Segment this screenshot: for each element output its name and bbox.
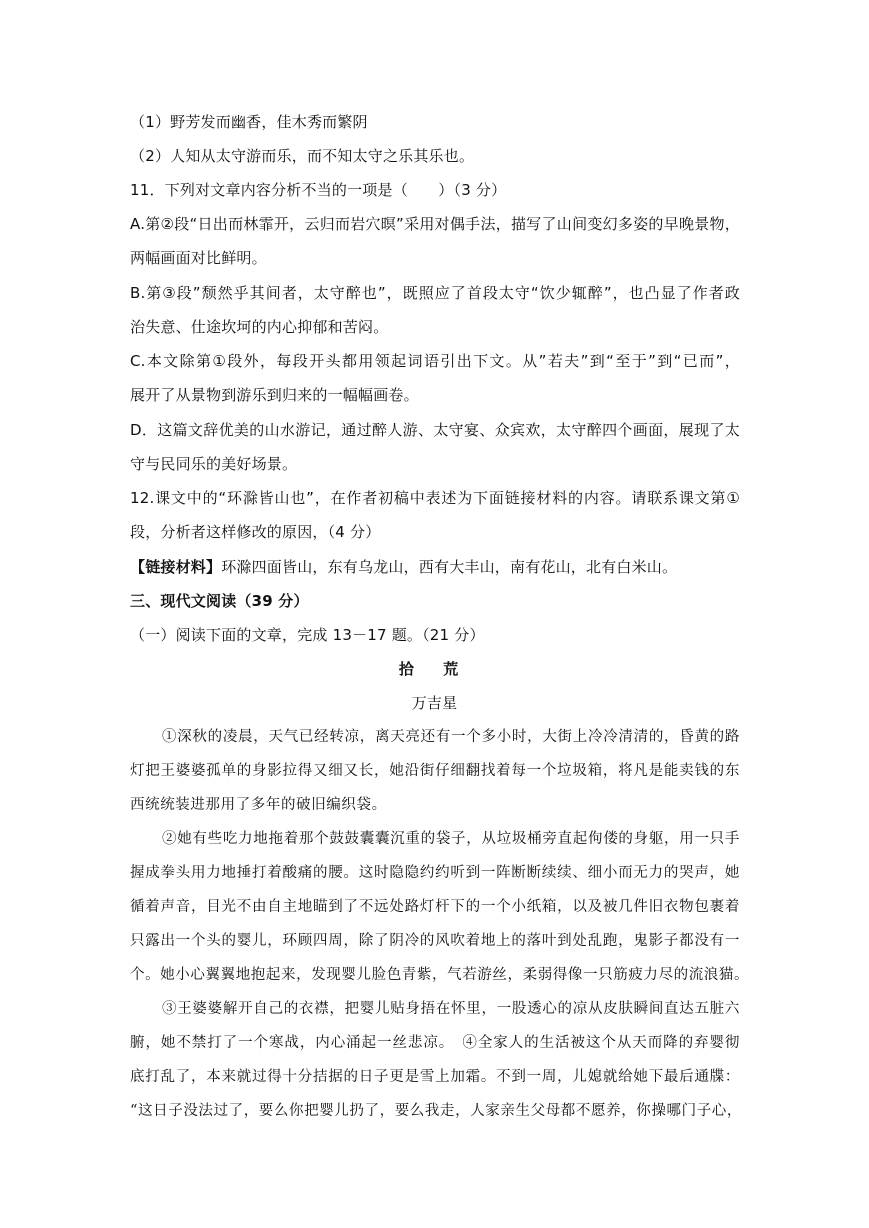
article-line: 腑，她不禁打了一个寒战，内心涌起一丝悲凉。 ④全家人的生活被这个从天而降的弃婴彻: [130, 1035, 740, 1051]
q11-option-b-line2: 治失意、仕途坎坷的内心抑郁和苦闷。: [130, 318, 389, 336]
q11-option-a-line1: A.第②段“日出而林霏开，云归而岩穴暝”采用对偶手法，描写了山间变幻多姿的早晚景物，: [130, 215, 740, 233]
article-line: “这日子没法过了，要么你把婴儿扔了，要么我走，人家亲生父母都不愿养，你操哪门子心，: [130, 1103, 743, 1119]
article-line: ①深秋的凌晨，天气已经转凉，离天亮还有一个多小时，大街上冷冷清清的，昏黄的路: [162, 729, 740, 745]
article-line: 底打乱了，本来就过得十分拮据的日子更是雪上加霜。不到一周，儿媳就给她下最后通牒：: [130, 1069, 740, 1085]
q11-option-d-line2: 守与民同乐的美好场景。: [130, 455, 298, 473]
article-line: 握成拳头用力地捶打着酸痛的腰。这时隐隐约约听到一阵断断续续、细小而无力的哭声，她: [130, 865, 740, 881]
q12-stem-line1: 12.课文中的“环滁皆山也”，在作者初稿中表述为下面链接材料的内容。请联系课文第①: [130, 489, 740, 507]
link-material-text: 环滁四面皆山，东有乌龙山，西有大丰山，南有花山，北有白米山。: [221, 558, 678, 576]
article-line: ②她有些吃力地拖着那个鼓鼓囊囊沉重的袋子，从垃圾桶旁直起佝偻的身躯，用一只手: [162, 831, 740, 847]
q10-item-2: （2）人知从太守游而乐，而不知太守之乐其乐也。: [130, 147, 475, 165]
q12-link-material: [130, 557, 740, 577]
article-line: 只露出一个头的婴儿，环顾四周，除了阴冷的风吹着地上的落叶到处乱跑，鬼影子都没有一: [130, 933, 740, 949]
q11-stem: 11．下列对文章内容分析不当的一项是（ ）（3 分）: [130, 181, 507, 199]
article-line: ③王婆婆解开自己的衣襟，把婴儿贴身捂在怀里，一股透心的凉从皮肤瞬间直达五脏六: [162, 1001, 740, 1017]
section-heading: 三、现代文阅读（39 分）: [130, 592, 309, 610]
q11-option-a-line2: 两幅画面对比鲜明。: [130, 249, 267, 267]
link-material-label: 【链接材料】: [130, 558, 222, 576]
section-instruction: （一）阅读下面的文章，完成 13－17 题。（21 分）: [130, 626, 485, 644]
q10-item-1: （1）野芳发而幽香，佳木秀而繁阴: [130, 113, 368, 131]
article-line: 灯把王婆婆孤单的身影拉得又细又长，她沿街仔细翻找着每一个垃圾箱，将凡是能卖钱的东: [130, 763, 740, 779]
q11-option-d-line1: D．这篇文辞优美的山水游记，通过醉人游、太守宴、众宾欢，太守醉四个画面，展现了太: [130, 421, 740, 439]
q12-stem-line2: 段，分析者这样修改的原因，（4 分）: [130, 523, 381, 541]
article-line: 个。她小心翼翼地抱起来，发现婴儿脸色青紫，气若游丝，柔弱得像一只筋疲力尽的流浪猫。: [130, 967, 750, 983]
q11-option-c-line2: 展开了从景物到游乐到归来的一幅幅画卷。: [130, 386, 419, 404]
q11-option-b-line1: B.第③段”颓然乎其间者，太守醉也”，既照应了首段太守“饮少辄醉”，也凸显了作者政: [130, 284, 740, 302]
article-title: 拾 荒: [398, 660, 471, 678]
article-author: 万吉星: [411, 694, 458, 712]
q11-option-c-line1: C.本文除第①段外，每段开头都用领起词语引出下文。从”若夫”到“至于”到“已而”，: [130, 352, 740, 370]
article-line: 循着声音，目光不由自主地瞄到了不远处路灯杆下的一个小纸箱，以及被几件旧衣物包裹着: [130, 899, 740, 915]
article-line: 西统统装进那用了多年的破旧编织袋。: [130, 797, 387, 813]
